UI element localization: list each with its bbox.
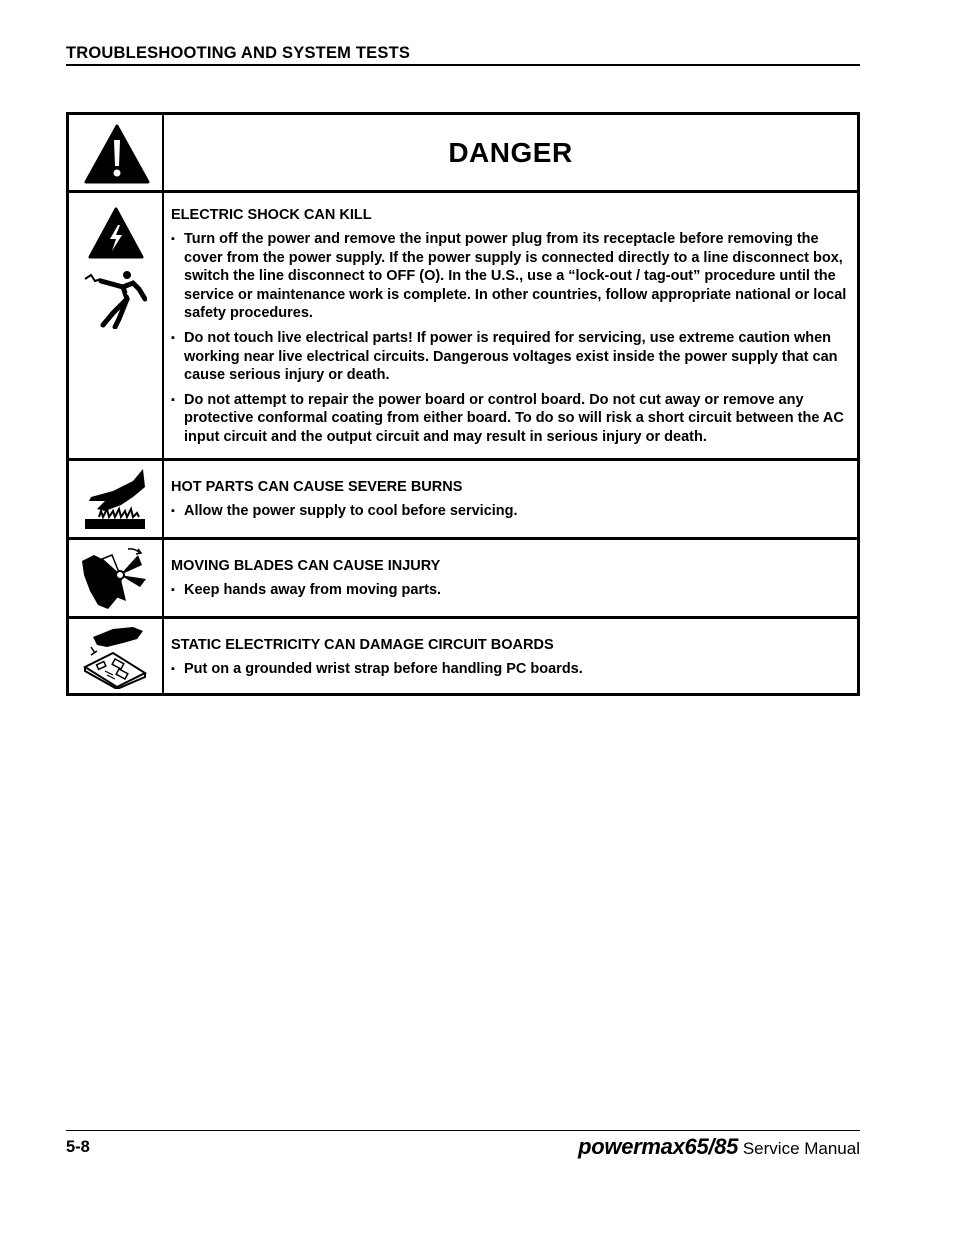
bullet-list (171, 660, 849, 679)
moving-blades-text (164, 540, 857, 616)
page-header-title: TROUBLESHOOTING AND SYSTEM TESTS (66, 44, 411, 62)
moving-blades-icon-cell (69, 540, 164, 616)
moving-blades-row (69, 540, 857, 619)
bullet-list (171, 230, 849, 447)
hot-parts-icon-cell (69, 461, 164, 537)
footer-rule (66, 1130, 860, 1131)
danger-heading-row (69, 115, 857, 193)
electric-shock-text (164, 193, 857, 458)
bullet-item: ▪ Allow the power supply to cool before servicing. (171, 502, 849, 521)
static-electricity-text (164, 619, 857, 693)
static-circuit-board-icon (83, 623, 149, 689)
hot-parts-row (69, 461, 857, 540)
page-number: 5-8 (66, 1138, 90, 1156)
bullet-item: ▪ Keep hands away from moving parts. (171, 581, 849, 600)
danger-heading: DANGER (448, 136, 573, 168)
section-title: HOT PARTS CAN CAUSE SEVERE BURNS (171, 479, 463, 495)
fan-blade-hand-icon (80, 545, 150, 613)
bullet-list (171, 581, 849, 600)
static-electricity-row (69, 619, 857, 693)
section-title: ELECTRIC SHOCK CAN KILL (171, 207, 372, 223)
electric-shock-row (69, 193, 857, 461)
product-name: powermax65/85 (578, 1134, 739, 1159)
hot-parts-text (164, 461, 857, 537)
header-rule (66, 64, 860, 66)
danger-table (66, 112, 860, 696)
bullet-item: ▪ Put on a grounded wrist strap before handling PC boards. (171, 660, 849, 679)
hot-surface-hand-icon (83, 467, 147, 533)
electric-shock-warning-icon (88, 207, 144, 259)
bullet-item: ▪ Do not attempt to repair the power board or control board. Do not cut away or remove any protective conformal coating from either board. To do so will risk a short circuit between the AC input circuit and the output circuit and may result in serious injury or death. (171, 391, 849, 447)
bullet-item: ▪ Do not touch live electrical parts! If power is required for servicing, use extreme caution when working near live electrical circuits. Dangerous voltages exist inside the power supply that can cause serious injury or death. (171, 329, 849, 385)
warning-triangle-icon (84, 124, 150, 184)
manual-label: Service Manual (738, 1139, 860, 1158)
section-title: STATIC ELECTRICITY CAN DAMAGE CIRCUIT BOARDS (171, 637, 554, 653)
footer-brand (578, 1134, 860, 1160)
static-electricity-icon-cell (69, 619, 164, 693)
bullet-item: ▪ Turn off the power and remove the input power plug from its receptacle before removing the cover from the power supply. If the power supply is connected directly to a line disconnect box, switch the line disconnect to OFF (O). In the U.S., use a “lock-out / tag-out” procedure until the service or maintenance work is complete. In other countries, follow appropriate national or local safety procedures. (171, 230, 849, 323)
section-title: MOVING BLADES CAN CAUSE INJURY (171, 558, 441, 574)
warning-icon-cell (69, 115, 164, 190)
bullet-list (171, 502, 849, 521)
electric-shock-icon-cell (69, 193, 164, 458)
shocked-person-icon (83, 269, 147, 329)
